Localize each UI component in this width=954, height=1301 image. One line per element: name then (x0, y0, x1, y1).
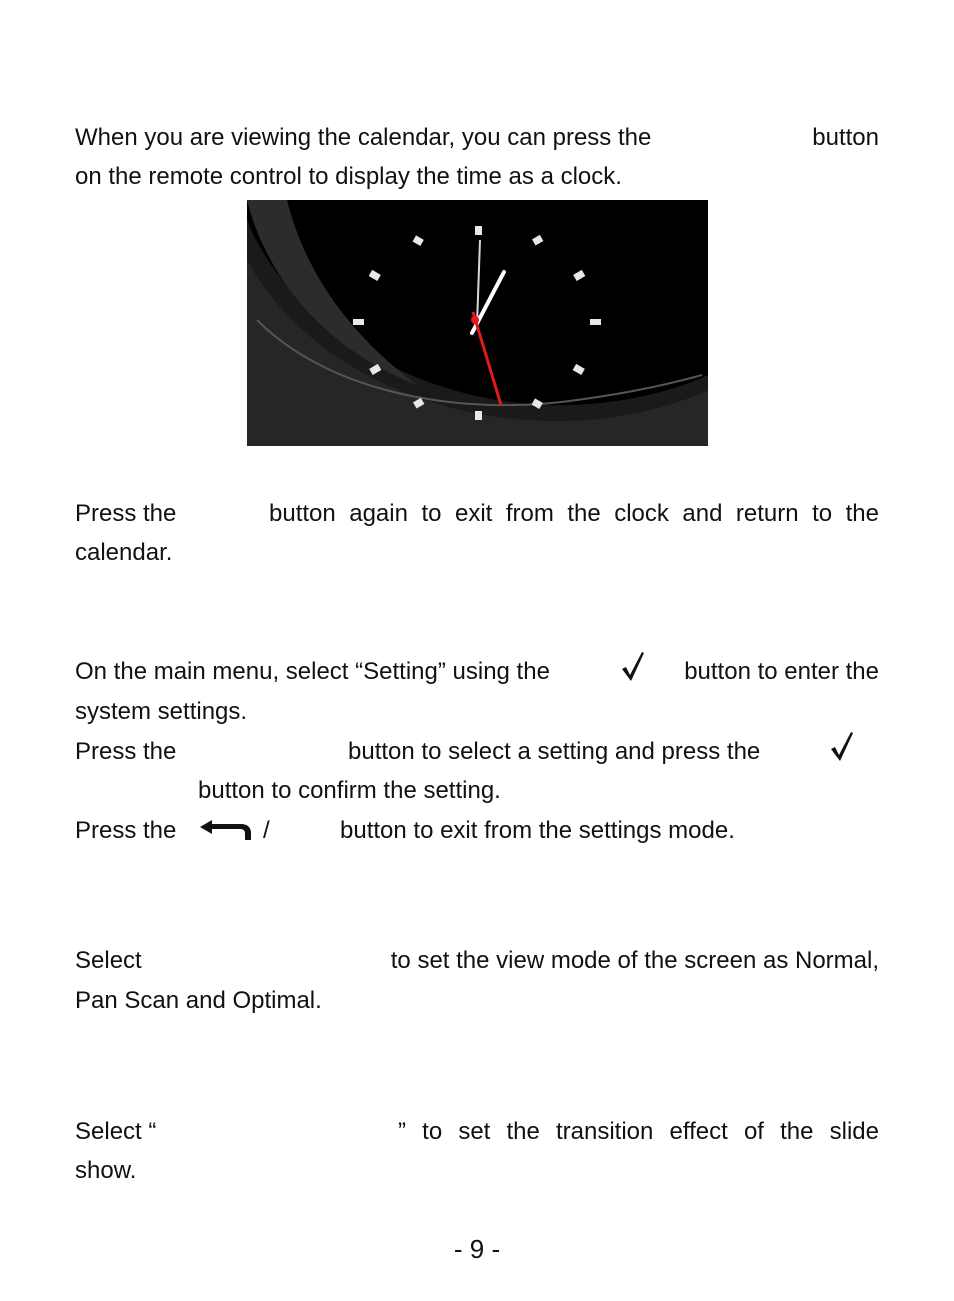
clock-illustration (247, 200, 708, 446)
exit-clock-line-1 (269, 500, 879, 528)
view-mode-text-a: Select (75, 947, 142, 974)
settings-text-5c: button to exit from the settings mode. (340, 817, 735, 844)
marker-9 (353, 319, 364, 325)
settings-text-5a: Press the (75, 817, 177, 844)
view-mode-line-2: Pan Scan and Optimal. (75, 987, 322, 1014)
settings-text-b: button to enter the (684, 658, 879, 685)
clock-center (471, 316, 479, 324)
return-arrow-icon (198, 818, 252, 842)
settings-text-5b: / (263, 817, 270, 844)
clock-image (247, 200, 708, 446)
settings-text-3a: Press the (75, 738, 177, 765)
checkmark-icon (829, 730, 855, 762)
settings-text-a: On the main menu, select “Setting” using the (75, 658, 550, 685)
settings-line-2: system settings. (75, 698, 248, 725)
exit-clock-line-2: calendar. (75, 539, 173, 566)
marker-12 (475, 226, 482, 235)
view-mode-text-b: to set the view mode of the screen as Normal, (390, 947, 879, 974)
transition-text-a: Select “ (75, 1118, 157, 1145)
clock-intro-text-b: button (812, 124, 879, 151)
exit-clock-text-a: Press the (75, 500, 177, 527)
clock-intro-line-2: on the remote control to display the time as a clock. (75, 163, 622, 190)
exit-clock-text-b: button again to exit from the clock and return to the (269, 500, 879, 527)
settings-text-3b: button to select a setting and press the (348, 738, 761, 765)
checkmark-icon (620, 650, 646, 682)
marker-3 (590, 319, 601, 325)
page-number: - 9 - (453, 1234, 501, 1264)
marker-6 (475, 411, 482, 420)
settings-line-4: button to confirm the setting. (198, 777, 501, 804)
clock-intro-text-a: When you are viewing the calendar, you can press the (75, 124, 652, 151)
transition-text-b: ” to set the transition effect of the slide (398, 1118, 879, 1145)
transition-line-2: show. (75, 1157, 137, 1184)
clock-intro-line-1 (75, 124, 879, 152)
